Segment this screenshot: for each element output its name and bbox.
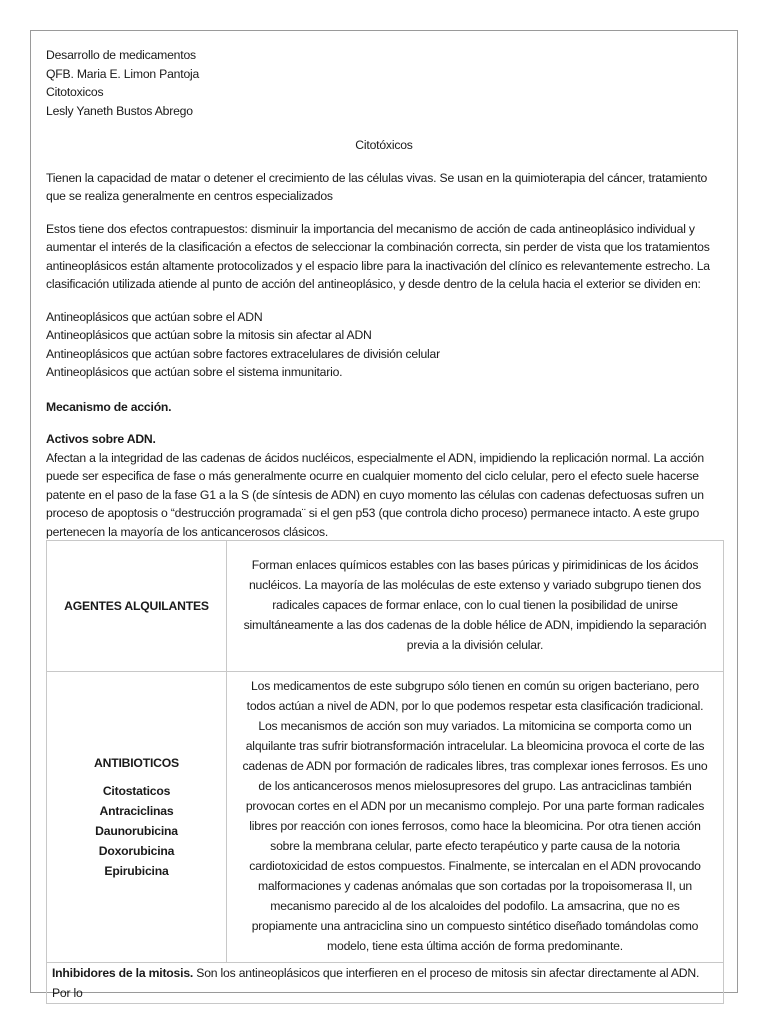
document-page — [30, 30, 738, 1000]
topic-name: Citotoxicos — [46, 85, 104, 99]
mitosis-inhibitors-label: Inhibidores de la mitosis. — [52, 966, 194, 980]
active-dna-paragraph: Afectan a la integridad de las cadenas de ácidos nucléicos, especialmente el ADN, impidiendo la replicación normal. La acción puede ser especifica de fase o más generalmente ocurre en cualquier momento del ciclo celular, pero el efecto suele hacerse patente en el paso de la fase G1 a la S (de síntesis de ADN) en cuyo momento las células con cadenas defectuosas sufren un proceso de apoptosis o “destrucción programada¨ si el gen p53 (que controla dicho proceso) permanece intacto. A este grupo pertenecen la mayoría de los anticancerosos clásicos. — [46, 450, 704, 539]
drug-name: Daunorubicina — [95, 824, 178, 838]
header-block — [46, 46, 722, 120]
drug-name: Epirubicina — [104, 864, 169, 878]
mitosis-inhibitors-cell — [47, 963, 724, 1004]
teacher-name: QFB. Maria E. Limon Pantoja — [46, 66, 200, 81]
agent-description-cell: Los medicamentos de este subgrupo sólo tienen en común su origen bacteriano, pero todos actúan a nivel de ADN, por lo que podemos respetar esta clasificación tradicional. Los mecanismos de acción son muy variados. La mitomicina se comporta como un alquilante tras sufrir biotransformación intracelular. La bleomicina provoca el corte de las cadenas de ADN por formación de radicales libres, tras complexar iones ferrosos. Es uno de los anticancerosos menos mielosupresores del grupo. Las antraciclinas también provocan cortes en el ADN por un mecanismo complejo. Por una parte forman radicales libres por reacción con iones ferrosos, como hace la bleomicina. Por otra tienen acción sobre la membrana celular, parte efecto terapéutico y parte causa de la notoria cardiotoxicidad de estos compuestos. Finalmente, se intercalan en el ADN provocando malformaciones y cadenas anómalas que son cortadas por la tropoisomerasa II, un mecanismo parecido al de los alcaloides del podofilo. La amsacrina, que no es propiamente una antraciclina sino un compuesto sintético diseñado tomándolas como modelo, tiene esta última acción de forma predominante. — [227, 672, 724, 963]
list-item: Antineoplásicos que actúan sobre la mitosis sin afectar al ADN — [46, 328, 372, 342]
agent-name-cell — [47, 672, 227, 963]
page-title: Citotóxicos — [355, 138, 413, 152]
intro-paragraph: Tienen la capacidad de matar o detener el crecimiento de las células vivas. Se usan en la quimioterapia del cáncer, tratamiento que se realiza generalmente en centros especializados — [46, 170, 708, 203]
classification-paragraph: Estos tiene dos efectos contrapuestos: disminuir la importancia del mecanismo de acción de cada antineoplásico individual y aumentar el interés de la clasificación a efectos de seleccionar la combinación correcta, sin perder de vista que los tratamientos antineoplásicos están altamente protocolizados y el espacio libre para la inactivación del clínico es relevantemente estrecho. La clasificación utilizada atiende al punto de acción del antineoplásico, y desde dentro de la celula hacia el exterior se dividen en: — [46, 221, 710, 291]
mechanism-heading: Mecanismo de acción. — [46, 399, 172, 414]
course-name: Desarrollo de medicamentos — [46, 48, 196, 62]
table-row — [47, 672, 724, 963]
list-item: Antineoplásicos que actúan sobre el ADN — [46, 309, 263, 324]
agent-name-cell: AGENTES ALQUILANTES — [47, 541, 227, 672]
drug-name: Citostaticos — [102, 784, 171, 798]
classification-list — [46, 308, 722, 382]
agent-description-cell: Forman enlaces químicos estables con las bases púricas y pirimidinicas de los ácidos nucléicos. La mayoría de las moléculas de este extenso y variado subgrupo tienen dos radicales capaces de formar enlace, con lo cual tienen la posibilidad de unirse simultáneamente a las dos cadenas de la doble hélice de ADN, impidiendo la separación previa a la división celular. — [227, 541, 724, 672]
list-item: Antineoplásicos que actúan sobre factores extracelulares de división celular — [46, 346, 440, 361]
active-dna-heading: Activos sobre ADN. — [46, 432, 156, 446]
document-content — [46, 46, 722, 550]
table-row — [47, 541, 724, 672]
table-row — [47, 963, 724, 1004]
drug-name: Doxorubicina — [98, 844, 175, 858]
agents-table — [46, 540, 724, 1004]
list-item: Antineoplásicos que actúan sobre el sistema inmunitario. — [46, 365, 343, 379]
mitosis-inhibitors-text: Son los antineoplásicos que interfieren en el proceso de mitosis sin afectar directamente al ADN. Por lo — [52, 966, 700, 1000]
agent-name: ANTIBIOTICOS — [94, 756, 179, 770]
student-name: Lesly Yaneth Bustos Abrego — [46, 103, 193, 118]
drug-name: Antraciclinas — [99, 804, 174, 818]
